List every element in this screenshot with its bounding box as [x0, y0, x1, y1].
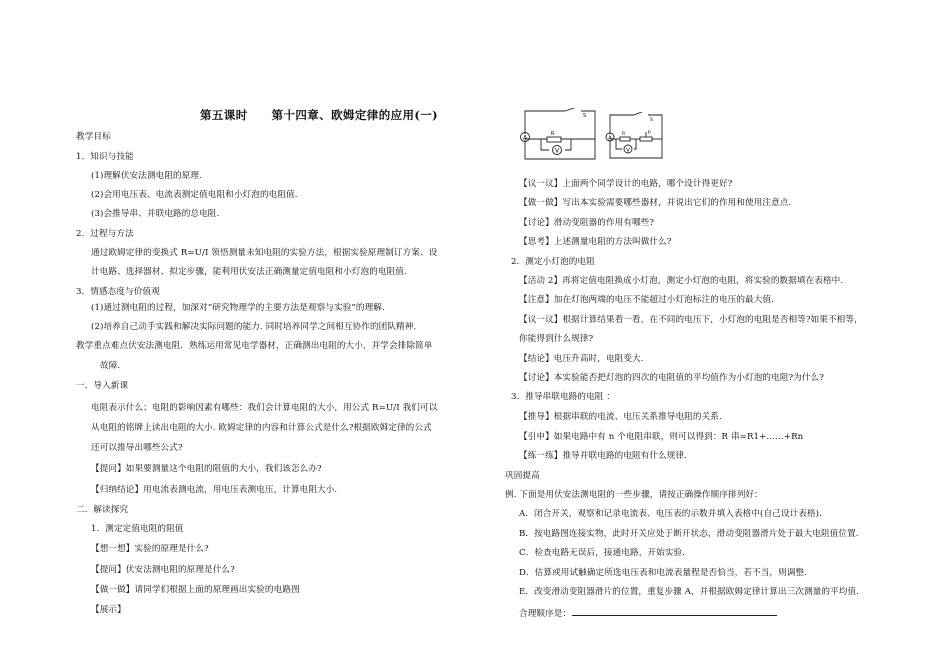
ammeter-label: A: [608, 135, 612, 142]
activity-line: 【做一做】写出本实验需要哪些器材，并说出它们的作用和使用注意点.: [519, 198, 792, 208]
lesson-label: 第五课时: [200, 108, 248, 122]
resistor-label: R: [551, 131, 555, 137]
paragraph-line: 电阻表示什么；电阻的影响因素有哪些：我们会计算电阻的大小，用公式 R=U/I 我们可以: [91, 403, 438, 413]
activity-line: 【展示】: [91, 605, 126, 615]
key-points-line: 故障.: [100, 361, 121, 371]
activity-line: 【想一想】实验的原理是什么?: [91, 544, 209, 554]
option-a: A．闭合开关，观察和记录电流表、电压表的示数并填入表格中(自己设计表格)．: [519, 509, 828, 519]
list-item: (2)培养自己动手实践和解决实际问题的能力. 同时培养同学之间相互协作的团队精神.: [91, 322, 417, 332]
section-heading: 3．情感态度与价值观: [76, 287, 160, 297]
activity-line: 【议一议】根据计算结果看一看，在不同的电压下，小灯泡的电阻是否相等?如果不相等，: [519, 315, 863, 325]
switch-blade: [565, 108, 577, 111]
paragraph-line: 还可以推导出哪些公式?: [91, 443, 183, 453]
section-heading: 2．过程与方法: [76, 229, 134, 239]
answer-label: 合理顺序是：: [519, 609, 572, 619]
voltmeter-label: V: [554, 147, 560, 155]
activity-line: 【注意】加在灯泡两端的电压不能超过小灯泡标注的电压的最大值.: [519, 295, 774, 305]
subsection-heading: 3．推导串联电路的电阻 ：: [511, 392, 616, 402]
rheostat-label: P: [648, 131, 651, 136]
circuit-2-svg: [604, 112, 668, 164]
conclusion-line: 【归纳结论】用电流表测电流，用电压表测电压，计算电阻大小.: [91, 485, 338, 495]
resistor-symbol: [620, 137, 630, 141]
paragraph-line: 从电阻的铭牌上读出电阻的大小. 欧姆定律的内容和计算公式是什么?根据欧姆定律的公式: [91, 423, 432, 433]
example-line: 例. 下面是用伏安法测电阻的一些步骤，请按正确操作顺序排列好：: [505, 490, 763, 500]
part-heading: 一．导入新课: [76, 381, 129, 391]
paragraph-line: 通过欧姆定律的变换式 R=U/I 领悟测量未知电阻的实验方法，根据实验原理制订方案、设: [91, 248, 438, 258]
answer-line: [519, 606, 777, 620]
section-heading: 1．知识与技能: [76, 152, 134, 162]
question-line: 【提问】如果要测量这个电阻的阻值的大小，我们该怎么办?: [91, 464, 322, 474]
activity-line: 【做一做】请同学们根据上面的原理画出实验的电路图: [91, 585, 300, 595]
activity-line: 【讨论】滑动变阻器的作用有哪些?: [519, 218, 655, 228]
goals-heading: 教学目标: [76, 132, 111, 142]
option-d: D．估算或用试触确定所选电压表和电流表量程是否恰当，若不当，则调整．: [519, 568, 813, 578]
activity-line: 【练一练】推导并联电路的电阻有什么规律.: [519, 451, 688, 461]
list-item: (3)会推导串、并联电路的总电阻.: [91, 209, 220, 219]
resistor-label: R: [622, 132, 626, 137]
activity-line: 【结论】电压升高时，电阻变大.: [519, 354, 644, 364]
switch-label: S: [583, 113, 587, 119]
activity-line: 【提问】伏安法测电阻的原理是什么?: [91, 565, 235, 575]
ammeter-label: A: [522, 134, 528, 142]
list-item: (1)理解伏安法测电阻的原理.: [91, 171, 202, 181]
option-c: C．检查电路无误后，接通电路，开始实验.: [519, 548, 685, 558]
activity-line: 【引申】如果电路中有 n 个电阻串联，则可以得到：R 串=R1+……+Rn: [519, 432, 804, 442]
list-item: (2)会用电压表、电流表测定值电阻和小灯泡的电阻值.: [91, 190, 298, 200]
activity-line: 【推导】根据串联的电流、电压关系推导电阻的关系.: [519, 412, 722, 422]
circuit-1-svg: [519, 108, 604, 166]
activity-line: 【讨论】本实验能否把灯泡的四次的电阻值的平均值作为小灯泡的电阻?为什么?: [519, 373, 825, 383]
circuit-diagram-2: [604, 112, 668, 164]
list-item: (1)通过测电阻的过程，加深对“研究物理学的主要方法是观察与实验”的理解.: [91, 303, 385, 313]
activity-line: 你能得到什么规律?: [519, 334, 594, 344]
activity-line: 【活动 2】再将定值电阻换成小灯泡，测定小灯泡的电阻，将实验的数据填在表格中.: [519, 276, 844, 286]
activity-line: 【思考】上述测量电阻的方法叫做什么?: [519, 237, 672, 247]
option-e: E．改变滑动变阻器滑片的位置，重复步骤 A，并根据欧姆定律计算出三次测量的平均值.: [519, 587, 860, 597]
switch-label: S: [650, 118, 653, 123]
chapter-title: 第十四章、欧姆定律的应用(一): [271, 108, 438, 122]
option-b: B．按电路图连接实物，此时开关应处于断开状态，滑动变阻器滑片处于最大电阻值位置.: [519, 529, 859, 539]
consolidate-heading: 巩固提高: [505, 471, 540, 481]
key-points-line: 教学重点难点伏安法测电阻．熟练运用常见电学器材，正确测出电阻的大小，并学会排除简单: [76, 341, 433, 351]
activity-line: 【议一议】上面两个同学设计的电路，哪个设计得更好?: [519, 179, 733, 189]
part-heading: 二．解读探究: [76, 505, 129, 515]
paragraph-line: 计电路、选择器材、拟定步骤，能利用伏安法正确测量定值电阻和小灯泡的电阻值.: [91, 267, 407, 277]
circuit-diagram-1: [519, 108, 604, 166]
resistor-symbol: [547, 137, 561, 142]
rheostat-symbol: [640, 137, 652, 141]
subsection-heading: 2．测定小灯泡的电阻: [511, 257, 595, 267]
switch-blade: [634, 112, 644, 115]
page-title: [200, 107, 438, 123]
subsection-heading: 1．测定定值电阻的阻值: [91, 524, 184, 534]
answer-blank[interactable]: [572, 606, 777, 616]
voltmeter-label: V: [626, 147, 630, 154]
